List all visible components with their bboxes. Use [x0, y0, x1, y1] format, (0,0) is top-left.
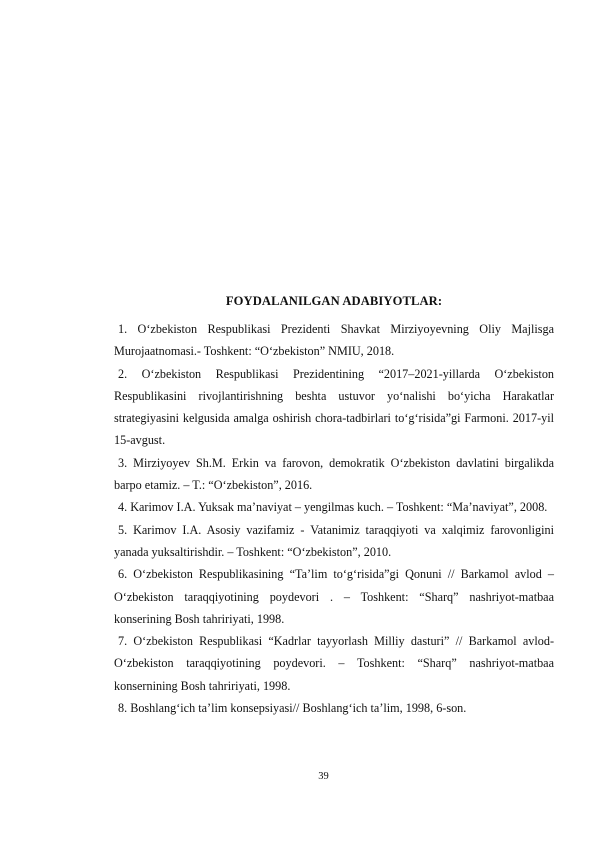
reference-text: O‘zbekiston Respublikasining “Ta’lim to‘g‘risida”gi Qonuni // Barkamol avlod – O‘zbekiston taraqqiyotining poydevori . – Toshkent: “Sharq” nashriyot-matbaa konserining Bosh tahririyati, 1998. [114, 567, 554, 626]
reference-number: 6. [118, 567, 128, 582]
reference-number: 2. [118, 366, 128, 381]
reference-number: 8. [118, 701, 128, 716]
reference-item [114, 519, 554, 564]
reference-item [114, 318, 554, 363]
reference-text: Mirziyoyev Sh.M. Erkin va farovon, demokratik O‘zbekiston davlatini birgalikda barpo etamiz. – T.: “O‘zbekiston”, 2016. [114, 455, 555, 493]
reference-item [114, 563, 554, 630]
reference-item [114, 630, 554, 697]
reference-number: 1. [118, 322, 128, 336]
reference-number: 5. [118, 522, 128, 537]
reference-item [114, 363, 554, 452]
reference-item [114, 452, 554, 497]
reference-text: O‘zbekiston Respublikasi “Kadrlar tayyorlash Milliy dasturi” // Barkamol avlod- O‘zbekiston taraqqiyotining poydevori. – Toshkent: “Sharq” nashriyot-matbaa konsernining Bosh tahririyati, 1998. [114, 634, 555, 693]
references-list [114, 318, 554, 719]
reference-text: Karimov I.A. Asosiy vazifamiz - Vatanimiz taraqqiyoti va xalqimiz farovonligini yanada yuksaltirishdir. – Toshkent: “O‘zbekiston”, 2010. [114, 522, 554, 559]
references-heading: FOYDALANILGAN ADABIYOTLAR: [225, 294, 443, 308]
reference-text: O‘zbekiston Respublikasi Prezidentining “2017–2021-yillarda O‘zbekiston Respublikasini rivojlantirishning beshta ustuvor yo‘nalishi bo‘yicha Harakatlar strategiyasini kelgusida amalga oshirish chora-tadbirlari to‘g‘risida”gi Farmoni. 2017-yil 15-avgust. [114, 366, 555, 448]
reference-text: O‘zbekiston Respublikasi Prezidenti Shavkat Mirziyoyevning Oliy Majlisga Murojaatnomasi.- Toshkent: “O‘zbekiston” NMIU, 2018. [114, 322, 555, 359]
reference-text: Boshlang‘ich ta’lim konsepsiyasi// Boshlang‘ich ta’lim, 1998, 6-son. [130, 701, 467, 716]
reference-item [114, 496, 554, 518]
reference-number: 4. [118, 500, 128, 515]
reference-number: 3. [118, 455, 128, 470]
reference-item [114, 697, 554, 719]
page-number: 39 [318, 771, 329, 782]
reference-number: 7. [118, 634, 128, 649]
reference-text: Karimov I.A. Yuksak ma’naviyat – yengilmas kuch. – Toshkent: “Ma’naviyat”, 2008. [130, 500, 548, 515]
